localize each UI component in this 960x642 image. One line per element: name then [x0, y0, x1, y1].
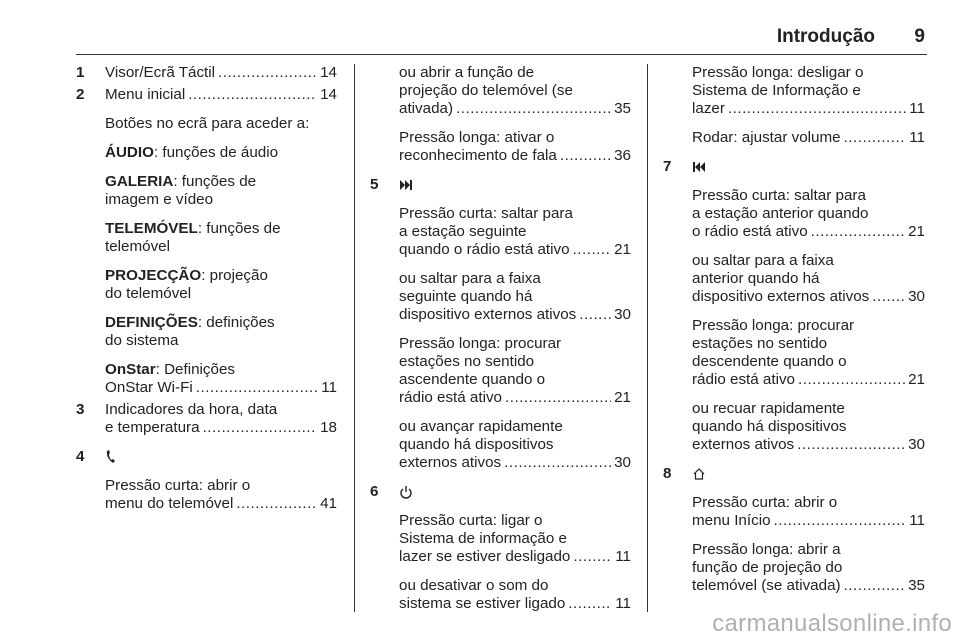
paragraph: Pressão curta: saltar para a estação anterior quando o rádio está ativo ..... 21 — [692, 187, 925, 241]
entry-1 — [76, 64, 337, 82]
paragraph: Pressão longa: procurar estações no sentido descendente quando o rádio está ativo ..... 21 — [692, 317, 925, 389]
paragraph: Pressão curta: saltar para a estação seguinte quando o rádio está ativo ..... 21 — [399, 205, 631, 259]
paragraph: ou avançar rapidamente quando há dispositivos externos ativos ..... 30 — [399, 418, 631, 472]
leader-dots — [196, 379, 318, 397]
paragraph — [692, 129, 925, 147]
toc-line: OnStar Wi-Fi ..... 11 — [105, 379, 337, 397]
callout-number: 1 — [76, 64, 85, 81]
toc-line: Rodar: ajustar volume ..... 11 — [692, 129, 925, 147]
page-ref: 21 — [908, 223, 925, 240]
page-ref: 36 — [614, 147, 631, 164]
page-number: 9 — [914, 26, 925, 47]
page-ref: 21 — [908, 371, 925, 388]
previous-track-icon — [692, 158, 706, 176]
leader-dots — [218, 64, 317, 82]
toc-line: o rádio está ativo ..... 21 — [692, 223, 925, 241]
leader-dots — [203, 419, 318, 437]
paragraph: Pressão curta: ligar o Sistema de informação e lazer se estiver desligado ..... 11 — [399, 512, 631, 566]
leader-dots — [811, 223, 905, 241]
leader-dots — [560, 147, 611, 165]
paragraph: ou recuar rapidamente quando há dispositivos externos ativos ..... 30 — [692, 400, 925, 454]
callout-number: 7 — [663, 158, 672, 175]
page-ref: 11 — [909, 100, 925, 117]
toc-line: telemóvel (se ativada) ..... 35 — [692, 577, 925, 595]
entry-2 — [76, 86, 337, 104]
paragraph: Pressão longa: desligar o Sistema de Informação e lazer ..... 11 — [692, 64, 925, 118]
callout-number: 8 — [663, 465, 672, 482]
paragraph-audio: ÁUDIO: funções de áudio — [105, 144, 279, 161]
leader-dots — [872, 288, 905, 306]
paragraph-telemovel: TELEMÓVEL: funções de telemóvel — [105, 220, 281, 255]
paragraph: Pressão longa: abrir a função de projeção do telemóvel (se ativada) ..... 35 — [692, 541, 925, 595]
page-ref: 30 — [614, 454, 631, 471]
leader-dots — [774, 512, 907, 530]
leader-dots — [456, 100, 611, 118]
power-icon — [399, 483, 413, 501]
header-rule — [76, 54, 927, 55]
toc-line: menu Início ..... 11 — [692, 512, 925, 530]
leader-dots — [188, 86, 317, 104]
page-title: Introdução — [776, 26, 875, 47]
entry-6 — [370, 483, 631, 501]
page-ref: 11 — [321, 379, 337, 396]
paragraph: ou abrir a função de projeção do telemóvel (se ativada) ..... 35 — [399, 64, 631, 118]
column-divider-1 — [354, 64, 355, 612]
toc-line: sistema se estiver ligado ..... 11 — [399, 595, 631, 613]
toc-line: menu do telemóvel ..... 41 — [105, 495, 337, 513]
leader-dots — [728, 100, 906, 118]
page-ref: 11 — [615, 548, 631, 565]
toc-line: rádio está ativo ..... 21 — [399, 389, 631, 407]
toc-line: reconhecimento de fala ..... 36 — [399, 147, 631, 165]
toc-line: Menu inicial ..... 14 — [105, 86, 337, 104]
phone-icon — [105, 448, 119, 466]
leader-dots — [579, 306, 611, 324]
leader-dots — [798, 371, 905, 389]
paragraph: Pressão curta: abrir o menu Início ..... 11 — [692, 494, 925, 530]
next-track-icon — [399, 176, 413, 194]
paragraph-onstar: OnStar: Definições OnStar Wi-Fi ..... 11 — [105, 361, 337, 397]
page-ref: 30 — [614, 306, 631, 323]
toc-line: rádio está ativo ..... 21 — [692, 371, 925, 389]
column-1 — [76, 64, 337, 524]
paragraph: Pressão curta: abrir o menu do telemóvel ..... 41 — [105, 477, 337, 513]
paragraph: Pressão longa: ativar o reconhecimento de fala ..... 36 — [399, 129, 631, 165]
leader-dots — [844, 129, 907, 147]
leader-dots — [504, 454, 611, 472]
toc-line: quando o rádio está ativo ..... 21 — [399, 241, 631, 259]
toc-line: Visor/Ecrã Táctil ..... 14 — [105, 64, 337, 82]
column-divider-2 — [647, 64, 648, 612]
callout-number: 3 — [76, 401, 85, 418]
home-icon — [692, 465, 706, 483]
paragraph: Pressão longa: procurar estações no sentido ascendente quando o rádio está ativo ..... 21 — [399, 335, 631, 407]
leader-dots — [568, 595, 612, 613]
paragraph: ou saltar para a faixa seguinte quando há dispositivo externos ativos ..... 30 — [399, 270, 631, 324]
paragraph-definicoes: DEFINIÇÕES: definições do sistema — [105, 314, 275, 349]
entry-7 — [663, 158, 925, 176]
page-ref: 41 — [320, 495, 337, 512]
paragraph: ou saltar para a faixa anterior quando há dispositivo externos ativos ..... 30 — [692, 252, 925, 306]
entry-5 — [370, 176, 631, 194]
toc-line: externos ativos ..... 30 — [692, 436, 925, 454]
page-header — [76, 26, 927, 50]
leader-dots — [236, 495, 317, 513]
callout-number: 6 — [370, 483, 379, 500]
page-ref: 21 — [614, 241, 631, 258]
toc-line: dispositivo externos ativos ..... 30 — [692, 288, 925, 306]
leader-dots — [844, 577, 906, 595]
page-ref: 30 — [908, 436, 925, 453]
callout-number: 5 — [370, 176, 379, 193]
entry-4 — [76, 448, 337, 466]
toc-line: e temperatura ..... 18 — [105, 419, 337, 437]
paragraph-galeria: GALERIA: funções de imagem e vídeo — [105, 173, 257, 208]
leader-dots — [505, 389, 611, 407]
page-ref: 18 — [320, 419, 337, 436]
page-ref: 11 — [909, 512, 925, 529]
toc-line: lazer ..... 11 — [692, 100, 925, 118]
page-ref: 30 — [908, 288, 925, 305]
toc-line: dispositivo externos ativos ..... 30 — [399, 306, 631, 324]
leader-dots — [573, 241, 612, 259]
watermark: carmanualsonline.info — [712, 610, 952, 637]
entry-8 — [663, 465, 925, 483]
callout-number: 4 — [76, 448, 85, 465]
page-ref: 35 — [614, 100, 631, 117]
page-ref: 14 — [320, 64, 337, 81]
toc-line: ativada) ..... 35 — [399, 100, 631, 118]
page-ref: 14 — [320, 86, 337, 103]
page-ref: 11 — [909, 129, 925, 146]
toc-line: externos ativos ..... 30 — [399, 454, 631, 472]
leader-dots — [797, 436, 905, 454]
page-ref: 35 — [908, 577, 925, 594]
column-2 — [370, 64, 631, 624]
toc-line: lazer se estiver desligado ..... 11 — [399, 548, 631, 566]
entry-3: 3 Indicadores da hora, data e temperatura ..... 18 — [105, 401, 337, 437]
page-ref: 21 — [614, 389, 631, 406]
page-ref: 11 — [615, 595, 631, 612]
leader-dots — [573, 548, 612, 566]
paragraph: ou desativar o som do sistema se estiver ligado ..... 11 — [399, 577, 631, 613]
paragraph: Botões no ecrã para aceder a: — [105, 115, 310, 132]
column-3 — [663, 64, 925, 606]
callout-number: 2 — [76, 86, 85, 103]
paragraph-projeccao: PROJECÇÃO: projeção do telemóvel — [105, 267, 268, 302]
